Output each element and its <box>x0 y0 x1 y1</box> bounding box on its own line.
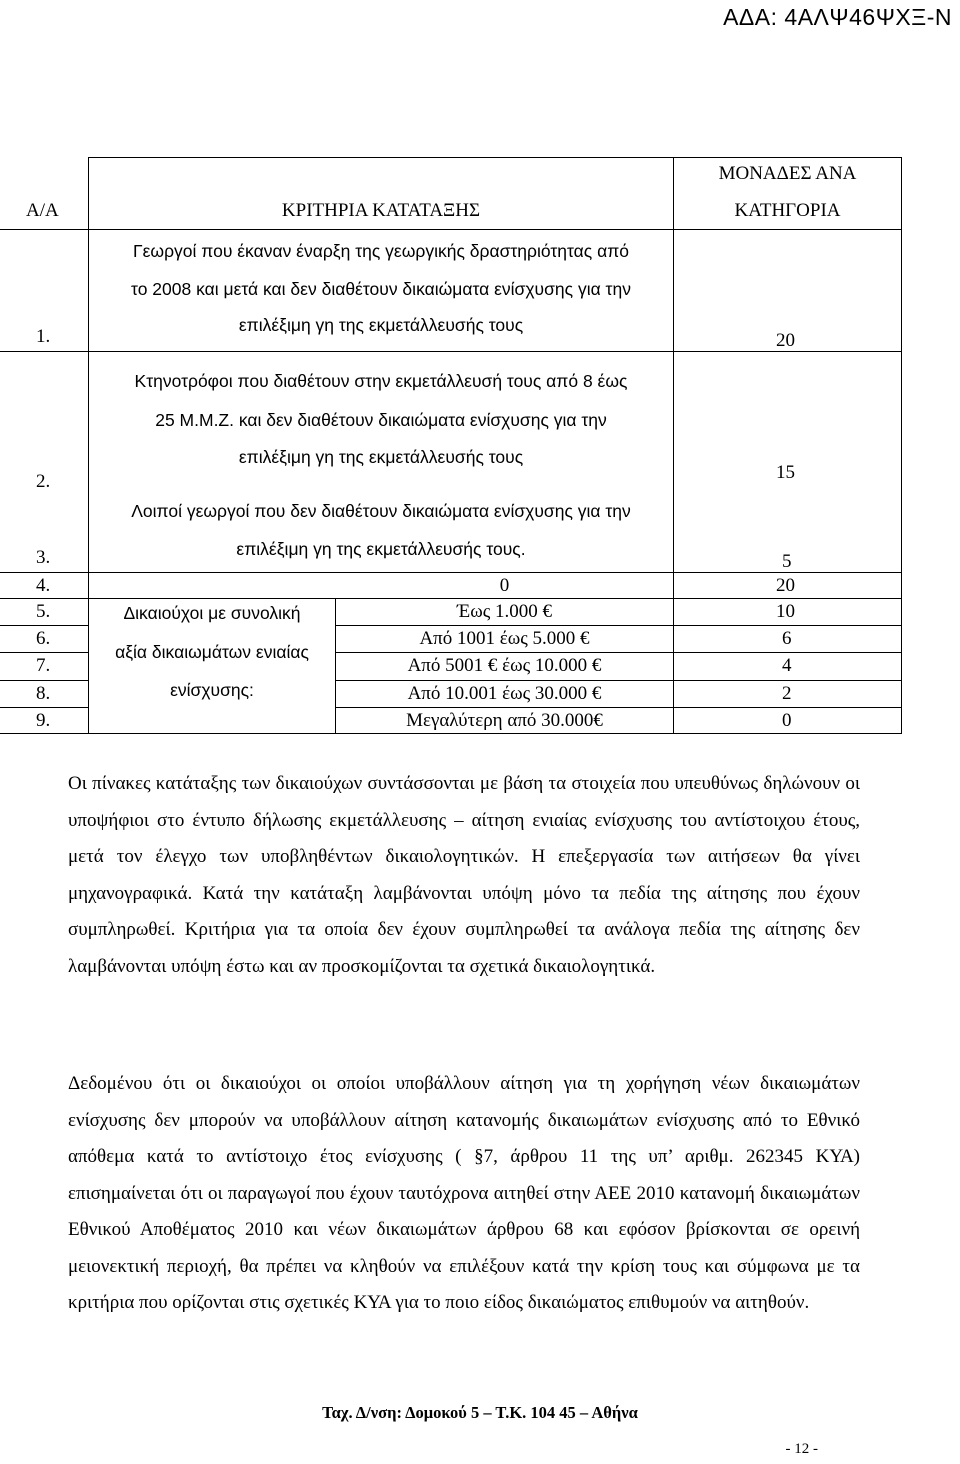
row-criterion-line: Γεωργοί που έκαναν έναρξη της γεωργικής δραστηριότητας από <box>132 241 630 261</box>
beneficiaries-label-line: ενίσχυσης: <box>170 680 254 700</box>
row-number: 2. <box>36 471 51 492</box>
row-range: Από 1001 έως 5.000 € <box>419 628 590 649</box>
row-range: Από 5001 € έως 10.000 € <box>407 655 602 676</box>
table-line <box>0 229 902 230</box>
header-aa: Α/Α <box>26 200 59 221</box>
beneficiaries-label-line: αξία δικαιωμάτων ενιαίας <box>115 642 309 662</box>
row-units: 15 <box>776 462 795 483</box>
table-line <box>0 572 902 573</box>
row-criterion-line: 25 Μ.Μ.Ζ. και δεν διαθέτουν δικαιώματα ενίσχυσης για την <box>155 410 607 430</box>
row-number: 8. <box>36 683 51 704</box>
page-number: - 12 - <box>785 1441 818 1457</box>
table-line <box>335 707 902 708</box>
row-number: 7. <box>36 655 51 676</box>
row-range: 0 <box>499 575 510 596</box>
row-range: Μεγαλύτερη από 30.000€ <box>406 710 603 731</box>
header-criteria: ΚΡΙΤΗΡΙΑ ΚΑΤΑΤΑΞΗΣ <box>281 200 481 221</box>
table-line <box>0 680 88 681</box>
table-line <box>0 733 902 734</box>
row-units: 20 <box>776 330 795 351</box>
row-criterion-line: επιλέξιμη γη της εκμετάλλευσής τους <box>238 447 524 467</box>
row-units: 10 <box>776 601 795 622</box>
row-criterion-line: επιλέξιμη γη της εκμετάλλευσής τους. <box>236 539 526 559</box>
row-range: Από 10.001 έως 30.000 € <box>407 683 602 704</box>
table-line <box>0 351 902 352</box>
paragraph-ranking: Οι πίνακες κατάταξης των δικαιούχων συντάσσονται με βάση τα στοιχεία που υπευθύνως δηλώνουν οι υποψήφιοι στο έντυπο δήλωσης εκμετάλλευσης – αίτηση ενιαίας ενίσχυσης του αντίστοιχου έτους, μετά τον έλεγχο των υποβληθέντων δικαιολογητικών. Η επεξεργασία των αιτήσεων θα γίνει μηχανογραφικά. Κατά την κατάταξη λαμβάνονται υπόψη μόνο τα πεδία της αίτησης που έχουν συμπληρωθεί. Κριτήρια για τα οποία δεν έχουν συμπληρωθεί τα ανάλογα πεδία της αίτησης δεν λαμβάνονται υπόψη έστω και αν προσκομίζονται τα σχετικά δικαιολογητικά. <box>68 773 860 977</box>
row-number: 9. <box>36 710 51 731</box>
row-units: 6 <box>782 628 792 649</box>
row-number: 1. <box>36 326 51 347</box>
row-units: 5 <box>782 551 792 572</box>
table-line <box>673 157 674 734</box>
row-criterion-line: το 2008 και μετά και δεν διαθέτουν δικαιώματα ενίσχυσης για την <box>131 279 631 299</box>
row-criterion-line: Λοιποί γεωργοί που δεν διαθέτουν δικαιώματα ενίσχυσης για την <box>131 501 631 521</box>
table-line <box>0 625 88 626</box>
row-units: 0 <box>782 710 792 731</box>
row-number: 3. <box>36 547 51 568</box>
ada-code: ΑΔΑ: 4ΑΛΨ46ΨΧΞ-Ν <box>723 4 952 30</box>
row-criterion-line: Κτηνοτρόφοι που διαθέτουν στην εκμετάλλευσή τους από 8 έως <box>134 371 628 391</box>
table-line <box>335 652 902 653</box>
row-range: Έως 1.000 € <box>457 601 552 622</box>
table-line <box>335 625 902 626</box>
row-number: 6. <box>36 628 51 649</box>
row-units: 20 <box>776 575 795 596</box>
footer-address: Ταχ. Δ/νση: Δομοκού 5 – Τ.Κ. 104 45 – Αθήνα <box>322 1403 638 1422</box>
row-units: 2 <box>782 683 792 704</box>
paragraph-entitlements: Δεδομένου ότι οι δικαιούχοι οι οποίοι υποβάλλουν αίτηση για τη χορήγηση νέων δικαιωμάτων ενίσχυσης δεν μπορούν να υποβάλλουν αίτηση κατανομής δικαιωμάτων ενίσχυσης από το Εθνικό απόθεμα κατά το αντίστοιχο έτος ενίσχυσης ( §7, άρθρου 11 της υπ’ αριθμ. 262345 ΚΥΑ) επισημαίνεται ότι οι παραγωγοί που έχουν ταυτόχρονα αιτηθεί στην ΑΕΕ 2010 κατανομή δικαιωμάτων Εθνικού Αποθέματος 2010 και νέων δικαιωμάτων άρθρου 68 και εφόσον βρίσκονται σε ορεινή μειονεκτική περιοχή, θα πρέπει να κληθούν να επιλέξουν κατά την κρίση τους και σύμφωνα με τα κριτήρια που ορίζονται στις σχετικές ΚΥΑ για το ποιο είδος δικαιώματος επιθυμούν να αιτηθούν. <box>68 1073 860 1313</box>
table-line <box>901 157 902 734</box>
row-number: 5. <box>36 601 51 622</box>
header-units-line2: ΚΑΤΗΓΟΡΙΑ <box>734 200 841 221</box>
row-units: 4 <box>782 655 792 676</box>
table-line <box>88 157 902 158</box>
table-line <box>0 652 88 653</box>
table-line <box>335 680 902 681</box>
table-line <box>0 598 902 599</box>
header-units-line1: ΜΟΝΑΔΕΣ ΑΝΑ <box>718 163 857 184</box>
beneficiaries-label-line: Δικαιούχοι με συνολική <box>123 603 301 623</box>
row-number: 4. <box>36 575 51 596</box>
row-criterion-line: επιλέξιμη γη της εκμετάλλευσής τους <box>238 315 524 335</box>
table-line <box>0 707 88 708</box>
